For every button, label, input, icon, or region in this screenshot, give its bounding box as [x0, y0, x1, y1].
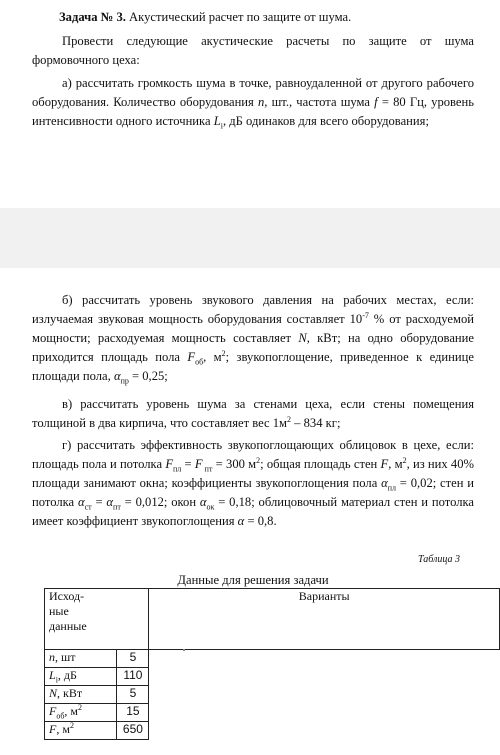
row-label: F, $м^2$: [45, 722, 117, 740]
task-title-text: Акустический расчет по защите от шума.: [125, 10, 352, 24]
table-row: [45, 704, 500, 722]
page-2: [0, 268, 500, 755]
row-value: 110: [117, 668, 149, 686]
page-1: [0, 0, 500, 208]
table-row: [45, 722, 500, 740]
scan-dot: [183, 649, 185, 651]
task-title: [59, 8, 474, 27]
data-table: [44, 588, 500, 740]
table-row: [45, 650, 500, 668]
item-b: б) рассчитать уровень звукового давления на рабочих местах, если: излучаемая звуковая мощность оборудования составляет $10^{-7}$ % от расходуемой мощности; расходуемая мощность составляет N, кВт; на одно оборудование приходится площадь пола $F_{об}$, $м^2$; звукопоглощение, приведенное к единице площади пола, $\alpha_{пр} = 0,25$;: [32, 293, 475, 386]
row-value: 5: [117, 686, 149, 704]
item-d: г) рассчитать эффективность звукопоглощающих облицовок в цехе, если: площадь пола и потолка $F_{пл} = F$ $_{пт}$ = 300 $м^2$; общая площадь стен F, $м^2$, из них 40% площади занимают окна; коэффициенты звукопоглощения пола $\alpha_{пл} = 0,02$; стен и потолка $\alpha_{ст} = \alpha_{пт} = 0,012$; окон $\alpha_{ок} = 0,18$; облицовочный материал стен и потолка имеет коэффициент звукопоглощения α = 0,8.: [32, 438, 475, 528]
task-intro: Провести следующие акустические расчеты по защите от шума формовочного цеха:: [32, 34, 474, 67]
task-number: Задача № 3.: [59, 10, 126, 24]
header-source-data: Исход- ные данные: [45, 589, 149, 650]
table-title: Данные для решения задачи: [177, 573, 329, 587]
item-c: в) рассчитать уровень шума за стенами цеха, если стены помещения толщиной в два кирпича, что составляет вес $1м^2 - 834$ кг;: [32, 397, 474, 430]
row-value: 15: [117, 704, 149, 722]
table-row: [45, 686, 500, 704]
row-value: 650: [117, 722, 149, 740]
table-caption: Таблица 3: [418, 554, 460, 565]
row-label: $L_i$, дБ: [45, 668, 117, 686]
row-value: 5: [117, 650, 149, 668]
row-label: $F_{об}$, $м^2$: [45, 704, 117, 722]
row-label: N, кВт: [45, 686, 117, 704]
table-header-row: [45, 589, 500, 650]
table-row: [45, 668, 500, 686]
header-variants: Варианты: [149, 589, 500, 650]
item-a: а) рассчитать громкость шума в точке, равноудаленной от другого рабочего оборудования. Количество оборудования n, шт., частота шума f = 80 Гц, уровень интенсивности одного источника $L_i$, дБ одинаков для всего оборудования;: [32, 76, 474, 131]
row-label: n, шт: [45, 650, 117, 668]
